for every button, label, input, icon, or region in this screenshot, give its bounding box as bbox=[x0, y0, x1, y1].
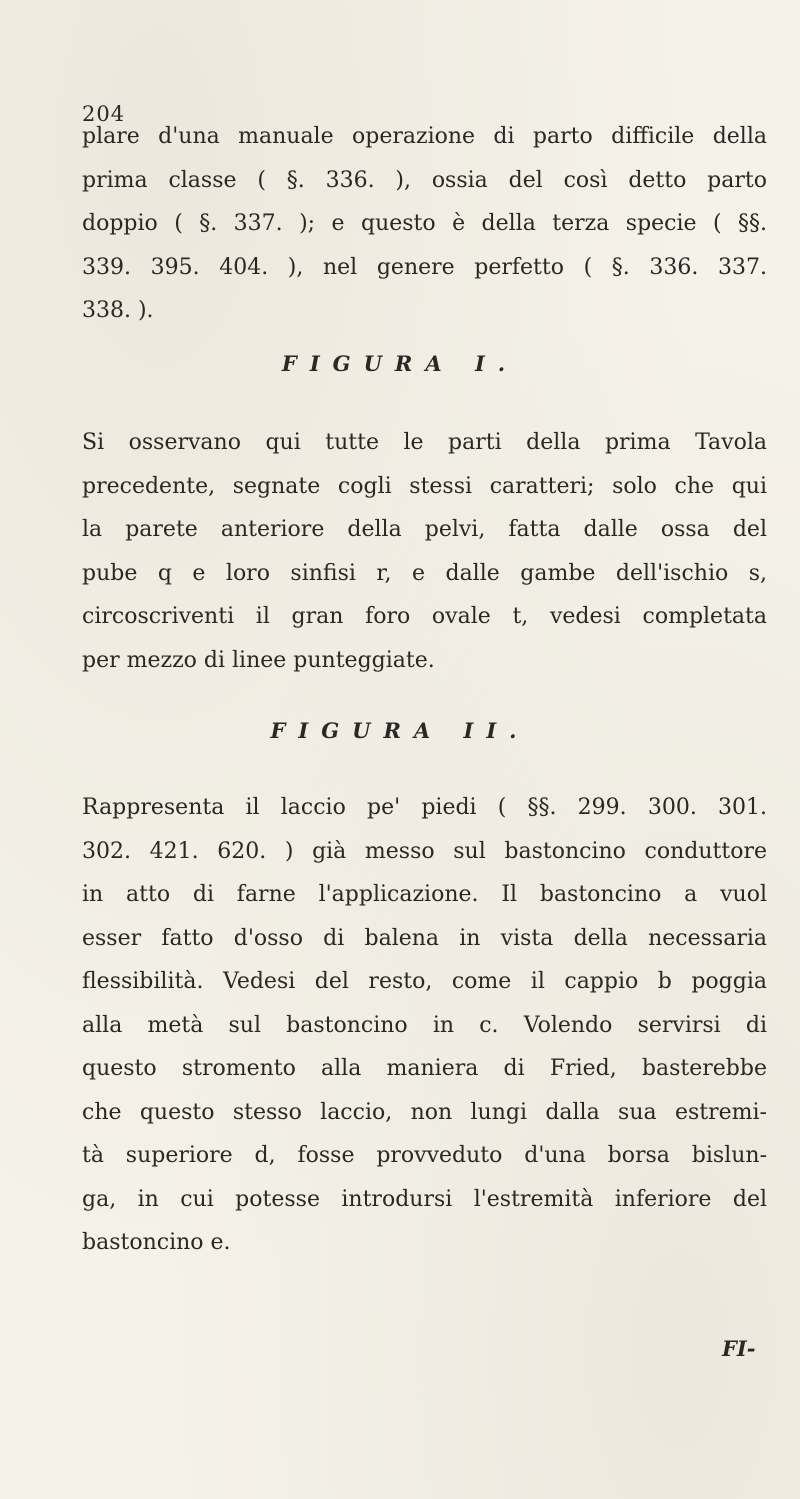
text-line: la parete anteriore della pelvi, fatta dalle ossa del bbox=[82, 517, 767, 542]
text-line: flessibilità. Vedesi del resto, come il cappio b poggia bbox=[82, 969, 767, 994]
text-line: prima classe ( §. 336. ), ossia del così detto parto bbox=[82, 167, 767, 193]
text-line: 339. 395. 404. ), nel genere perfetto ( §. 336. 337. bbox=[82, 254, 767, 280]
text-line: bastoncino e. bbox=[82, 1230, 231, 1255]
text-line: 302. 421. 620. ) già messo sul bastoncino conduttore bbox=[82, 838, 767, 864]
text-line: Si osservano qui tutte le parti della prima Tavola bbox=[82, 430, 767, 455]
paragraph-intro bbox=[82, 115, 767, 333]
paragraph-figura-1 bbox=[82, 421, 767, 682]
text-line: questo stromento alla maniera di Fried, basterebbe bbox=[82, 1056, 767, 1081]
text-line: doppio ( §. 337. ); e questo è della terza specie ( §§. bbox=[82, 211, 767, 236]
text-line: alla metà sul bastoncino in c. Volendo servirsi di bbox=[82, 1012, 767, 1038]
text-line: 338. ). bbox=[82, 298, 154, 323]
text-line: per mezzo di linee punteggiate. bbox=[82, 647, 435, 673]
text-line: circoscriventi il gran foro ovale t, vedesi completata bbox=[82, 604, 767, 629]
text-line: pube q e loro sinfisi r, e dalle gambe dell'ischio s, bbox=[82, 560, 767, 586]
text-line: tà superiore d, fosse provveduto d'una borsa bislun- bbox=[82, 1143, 767, 1168]
text-line: plare d'una manuale operazione di parto difficile della bbox=[82, 124, 767, 149]
text-line: esser fatto d'osso di balena in vista della necessaria bbox=[82, 925, 767, 951]
heading-figura-1: FIGURA I. bbox=[281, 351, 519, 376]
catchword: FI- bbox=[722, 1336, 756, 1361]
text-line: precedente, segnate cogli stessi caratteri; solo che qui bbox=[82, 473, 767, 499]
paragraph-figura-2 bbox=[82, 786, 767, 1265]
heading-figura-2: FIGURA II. bbox=[270, 718, 530, 743]
text-line: ga, in cui potesse introdursi l'estremità inferiore del bbox=[82, 1186, 767, 1212]
page-number: 204 bbox=[82, 102, 126, 126]
text-line: in atto di farne l'applicazione. Il bastoncino a vuol bbox=[82, 882, 767, 907]
text-line: che questo stesso laccio, non lungi dalla sua estremi- bbox=[82, 1099, 767, 1125]
text-line: Rappresenta il laccio pe' piedi ( §§. 299. 300. 301. bbox=[82, 795, 767, 820]
